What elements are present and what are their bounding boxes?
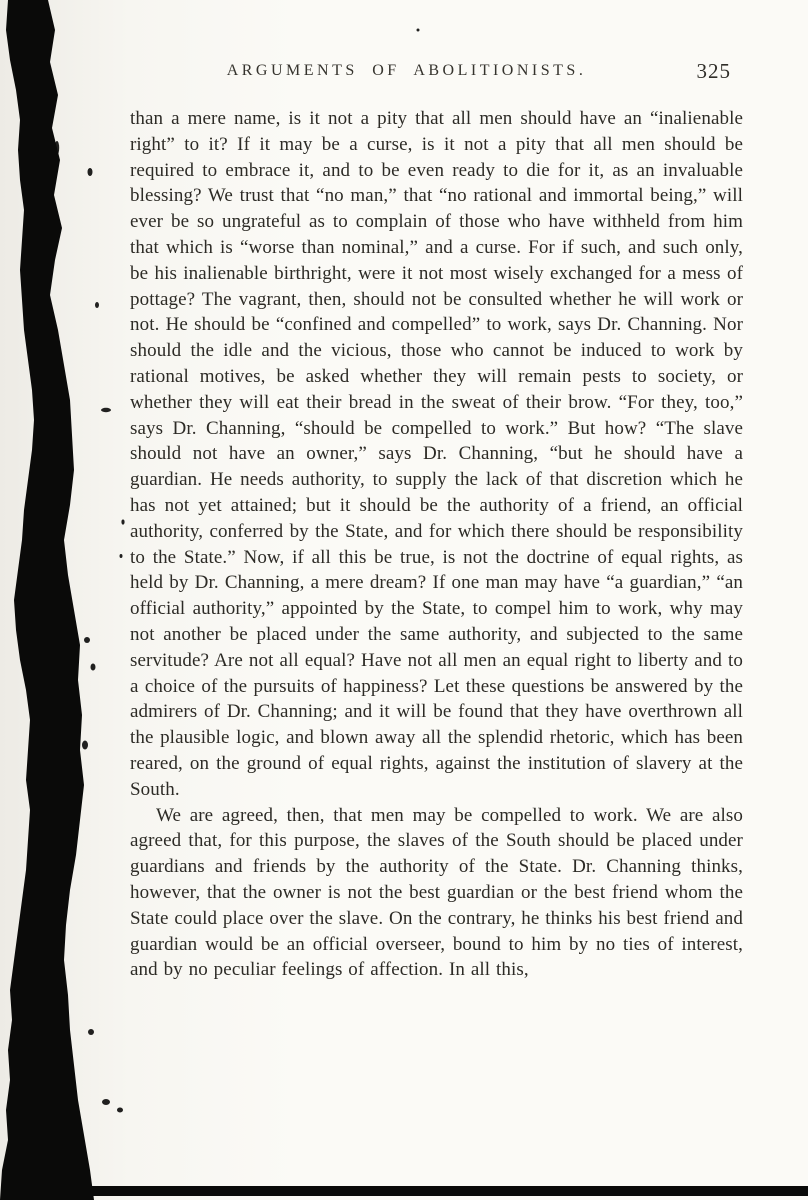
bottom-scan-bar [76, 1186, 808, 1196]
page-content [130, 59, 743, 983]
page-number: 325 [696, 59, 731, 83]
running-head-title: ARGUMENTS OF ABOLITIONISTS. [226, 62, 587, 79]
body-paragraph: than a mere name, is it not a pity that all men should have an “inalienable right” to it? If it may be a curse, is it not a pity that all men should be required to embrace it, and to be even ready to die for it, as an invaluable blessing? We trust that “no man,” that “no rational and immortal being,” will ever be so ungrateful as to complain of those who have withheld from him that which is “worse than nominal,” and a curse. For if such, and such only, be his inalienable birthright, were it not most wisely exchanged for a mess of pottage? The vagrant, then, should not be consulted whether he will work or not. He should be “confined and compelled” to work, says Dr. Channing. Nor should the idle and the vicious, those who cannot be induced to work by rational motives, be asked whether they will remain pests to society, or whether they will eat their bread in the sweat of their brow. “For they, too,” says Dr. Channing, “should be compelled to work.” But how? “The slave should not have an owner,” says Dr. Channing, “but he should have a guardian. He needs authority, to supply the lack of that discretion which he has not yet attained; but it should be the authority of a friend, an official authority, conferred by the State, and for which there should be responsibility to the State.” Now, if all this be true, is not the doctrine of equal rights, as held by Dr. Channing, a mere dream? If one man may have “a guardian,” “an official authority,” appointed by the State, to compel him to work, why may not another be placed under the same authority, and subjected to the same servitude? Are not all equal? Have not all men an equal right to liberty and to a choice of the pursuits of happiness? Let these questions be answered by the admirers of Dr. Channing; and it will be found that they have overthrown all the plausible logic, and blown away all the splendid rhetoric, which has been reared, on the ground of equal rights, against the institution of slavery at the South. [130, 108, 743, 800]
body-paragraph: We are agreed, then, that men may be compelled to work. We are also agreed that, for this purpose, the slaves of the South should be placed under guardians and friends by the authority of the State. Dr. Channing thinks, however, that the owner is not the best guardian or the best friend whom the State could place over the slave. On the contrary, he thinks his best friend and guardian would be an official overseer, bound to him by no ties of interest, and by no peculiar feelings of affection. In all this, [130, 804, 743, 981]
binding-shadow-streak [0, 0, 94, 1200]
running-head [130, 59, 743, 92]
